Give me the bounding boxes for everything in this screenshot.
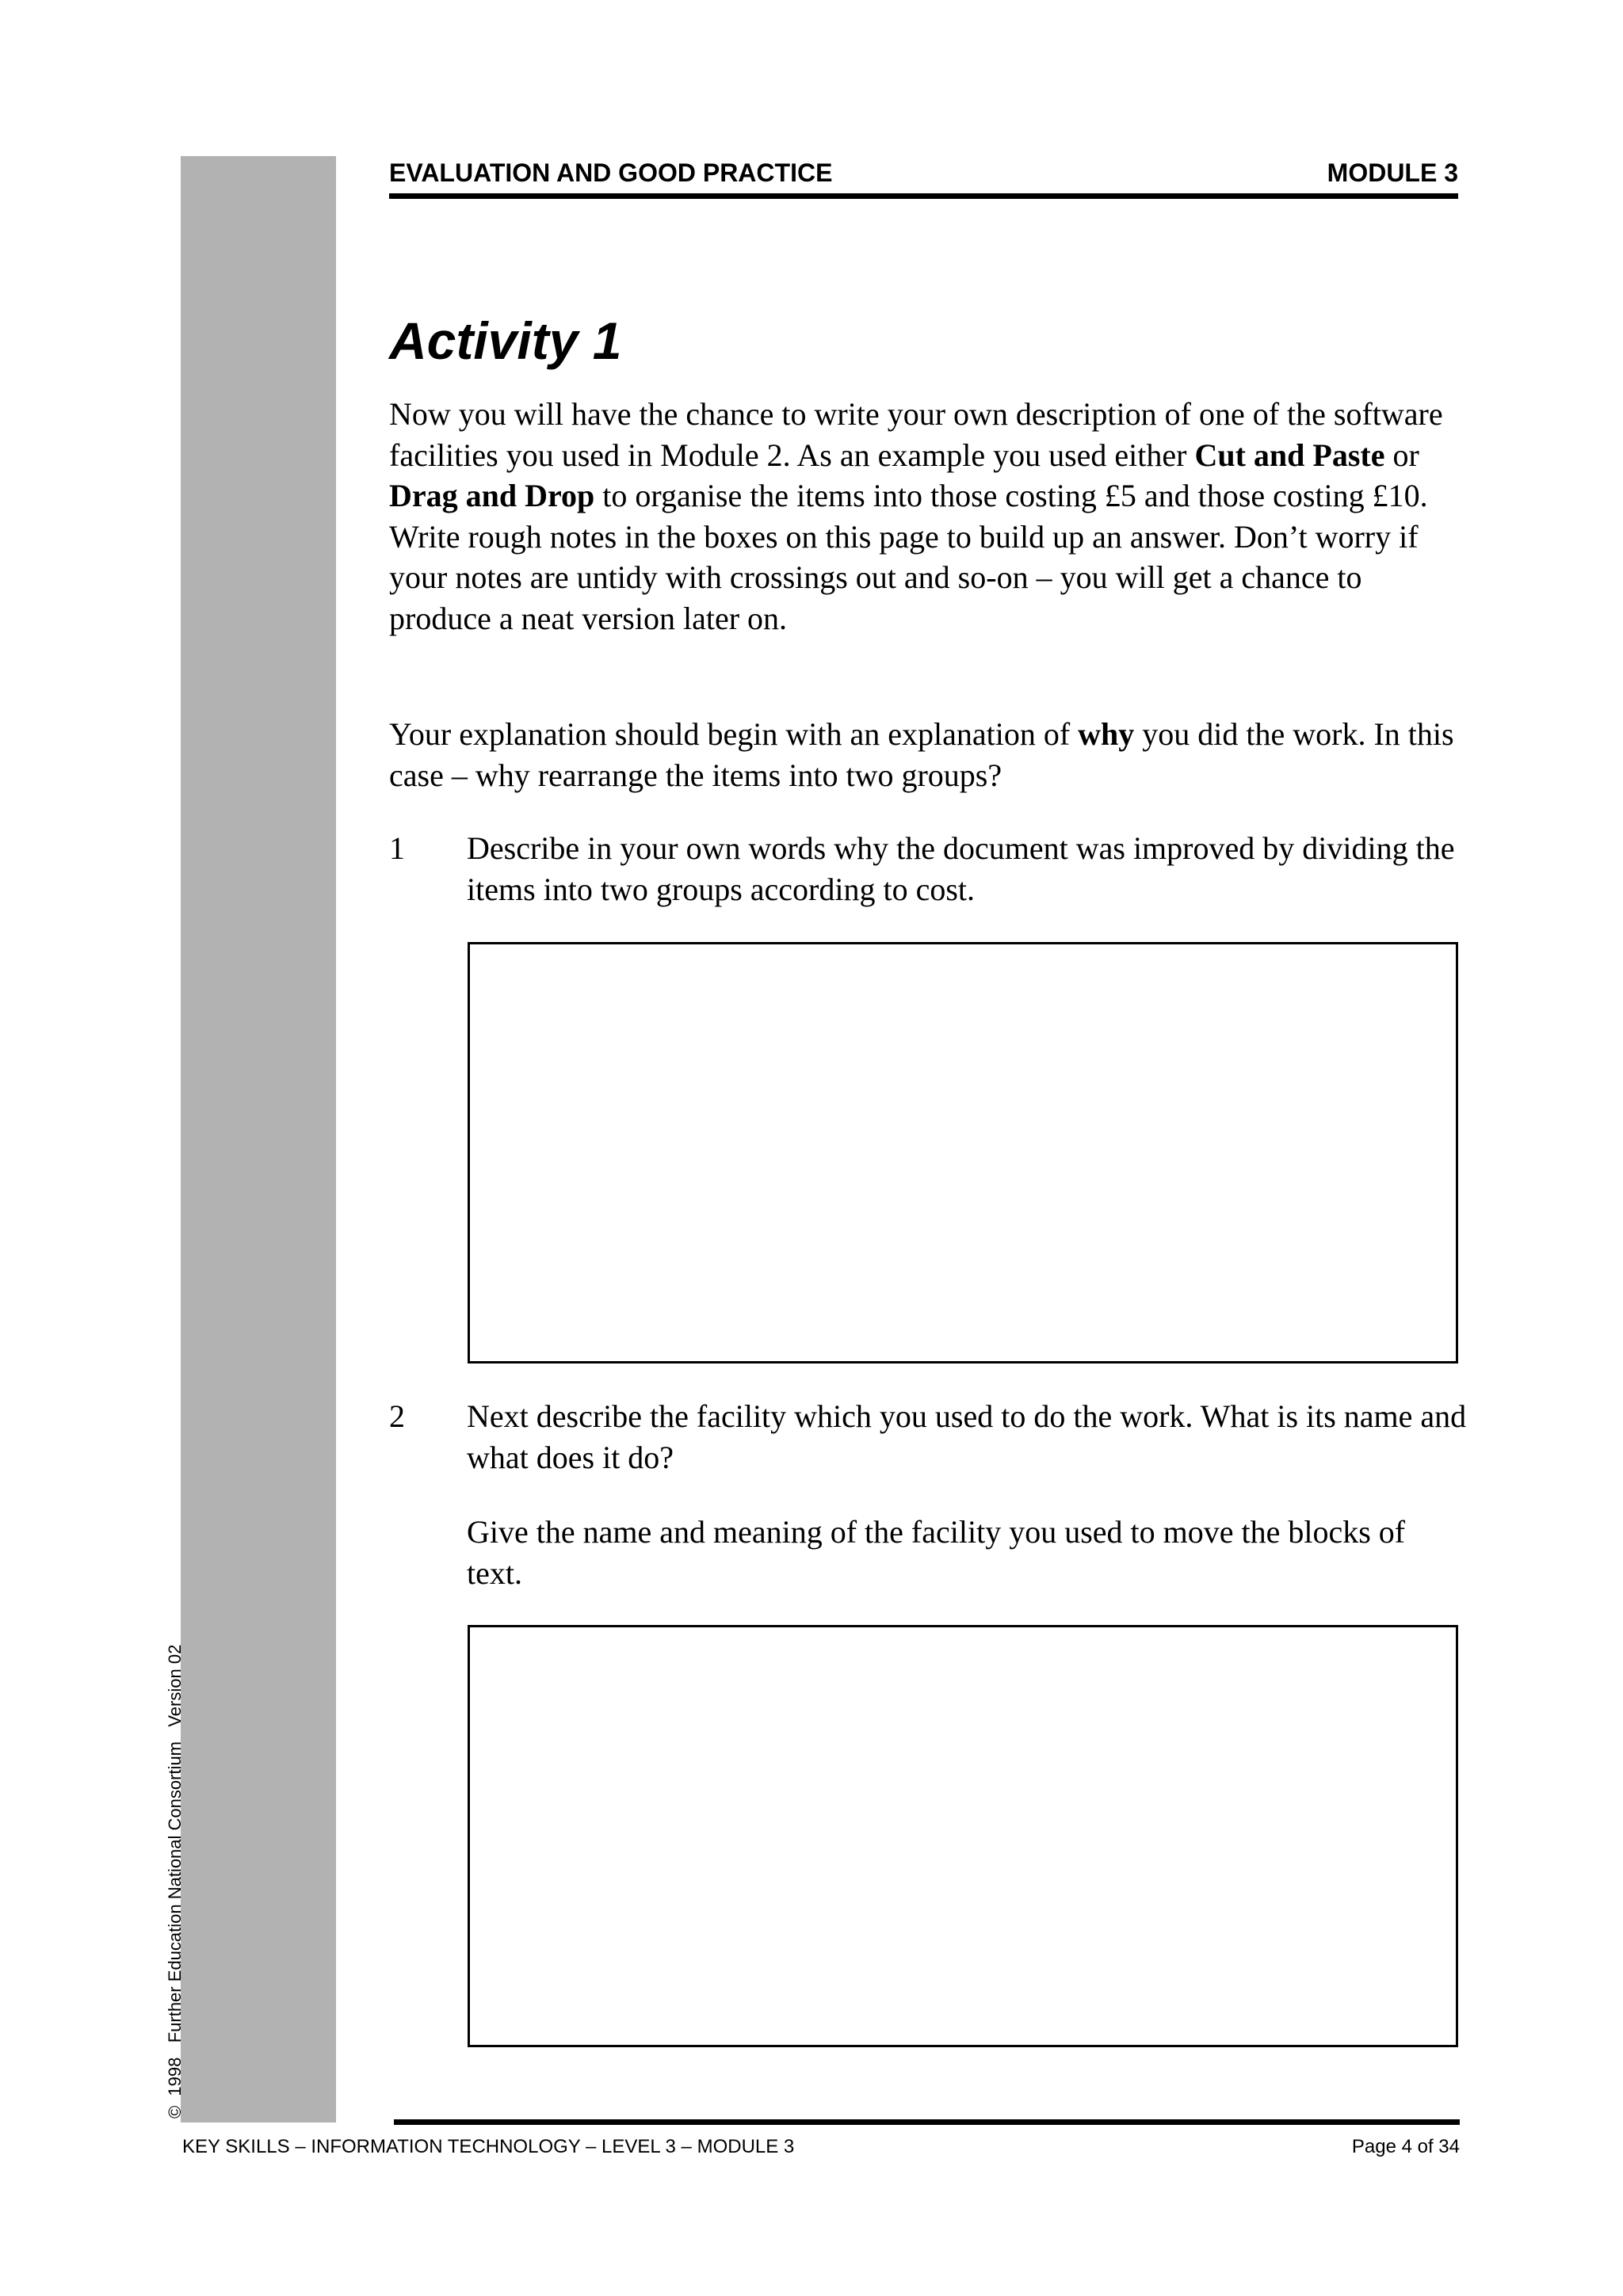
intro-bold-cut-paste: Cut and Paste [1194,437,1385,473]
intro-text-b: or [1384,437,1419,473]
question-2-number: 2 [389,1398,405,1434]
question-2-text: Next describe the facility which you used to do the work. What is its name and what does it do? [467,1398,1467,1475]
intro-text-a: Now you will have the chance to write your own description of one of the software facilities you used in Module 2. As an example you used either [389,396,1443,473]
page-header [389,155,1458,190]
explanation-bold-why: why [1078,716,1135,752]
explanation-text-b: you did the work. In this case – why rearrange the items into two groups? [389,716,1454,793]
answer-box-2[interactable] [468,1625,1458,2047]
intro-text-c: to organise the items into those costing £5 and those costing £10. Write rough notes in the boxes on this page to build up an answer. Don’t worry if your notes are untidy with crossings out and so-on – you will get a chance to produce a neat version later on. [389,478,1428,636]
copyright-notice: © 1998 Further Education National Consortium Version 02 [165,1644,185,2119]
header-module-label: MODULE 3 [1327,158,1458,187]
question-1-text: Describe in your own words why the document was improved by dividing the items into two groups according to cost. [467,830,1455,907]
question-1-number: 1 [389,830,405,866]
page-footer [182,2135,1460,2159]
explanation-text-a: Your explanation should begin with an explanation of [389,716,1079,752]
footer-course-title: KEY SKILLS – INFORMATION TECHNOLOGY – LEVEL 3 – MODULE 3 [182,2136,795,2157]
answer-box-1[interactable] [468,942,1458,1363]
grey-margin-band [181,156,336,2122]
header-section-title: EVALUATION AND GOOD PRACTICE [389,158,833,187]
explanation-paragraph [389,714,1467,795]
activity-title: Activity 1 [389,311,622,370]
footer-divider [394,2119,1460,2125]
question-2-subtext: Give the name and meaning of the facility you used to move the blocks of text. [467,1514,1406,1591]
intro-bold-drag-drop: Drag and Drop [389,478,595,513]
intro-paragraph [389,394,1467,639]
header-divider [389,193,1458,199]
footer-page-number: Page 4 of 34 [1351,2136,1460,2157]
